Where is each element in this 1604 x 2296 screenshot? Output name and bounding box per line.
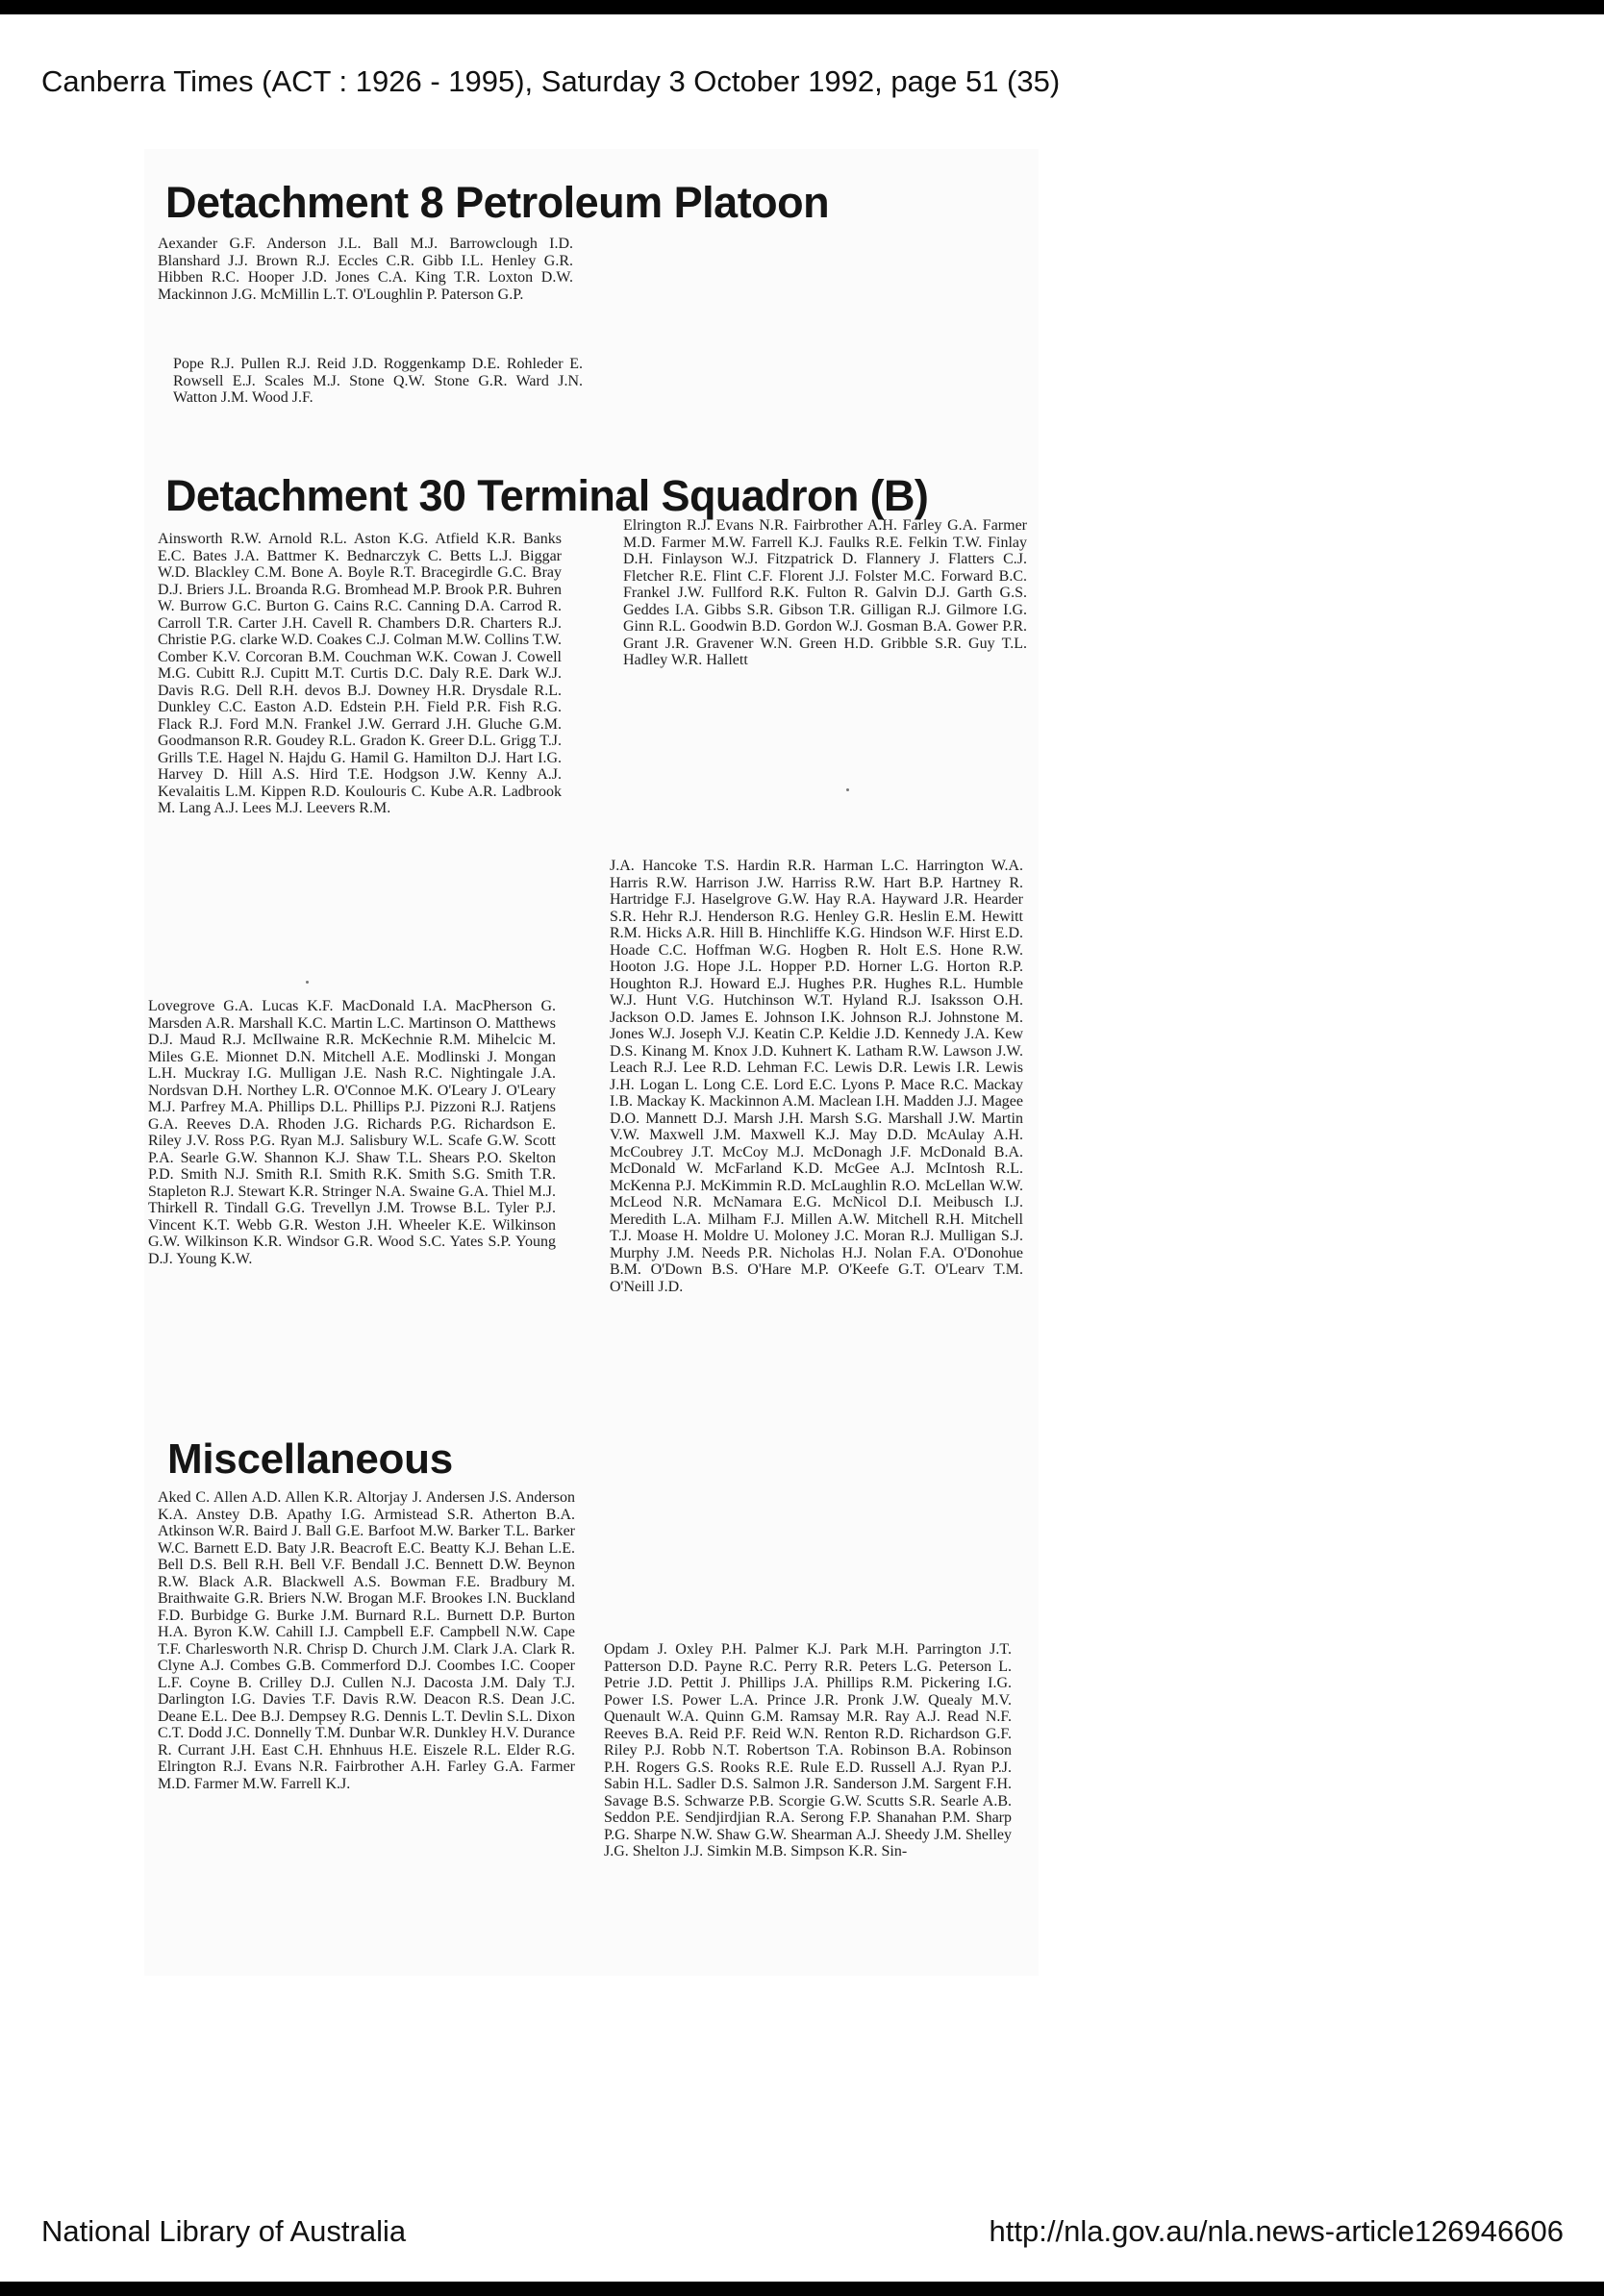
paragraph-detachment-30-part-4: Lovegrove G.A. Lucas K.F. MacDonald I.A. MacPherson G. Marsden A.R. Marshall K.C. Martin L.C. Martinson O. Matthews D.J. Maud R.J. McIlwaine R.R. McKechnie R.M. Mihelcic M. Miles G.E. Mionnet D.N. Mitchell A.E. Modlinski J. Mongan L.H. Muckray I.G. Mulligan J.E. Nash R.C. Nightingale J.A. Nordsvan D.H. Northey L.R. O'Connoe M.K. O'Leary J. O'Leary M.J. Parfrey M.A. Phillips D.L. Phillips P.J. Pizzoni R.J. Ratjens G.A. Reeves D.A. Rhoden J.G. Richards P.G. Richardson E. Riley J.V. Ross P.G. Ryan M.J. Salisbury W.L. Scafe G.W. Scott P.A. Searle G.W. Shannon K.J. Shaw T.L. Shears P.O. Skelton P.D. Smith N.J. Smith R.I. Smith R.K. Smith S.G. Smith T.R. Stapleton R.J. Stewart K.R. Stringer N.A. Swaine G.A. Thiel M.J. Thirkell R. Tindall G.G. Trevellyn J.M. Trowse B.L. Tyler P.J. Vincent K.T. Webb G.R. Weston J.H. Wheeler K.E. Wilkinson G.W. Wilkinson K.R. Windsor G.R. Wood S.C. Yates S.P. Young D.J. Young K.W.: [148, 998, 556, 1267]
section-heading-detachment-30: Detachment 30 Terminal Squadron (B): [165, 471, 929, 520]
paragraph-detachment-30-part-3: J.A. Hancoke T.S. Hardin R.R. Harman L.C. Harrington W.A. Harris R.W. Harrison J.W. Harriss R.W. Hart B.P. Hartney R. Hartridge F.J. Haselgrove G.W. Hay R.A. Hayward J.R. Hearder S.R. Hehr R.J. Henderson R.G. Henley G.R. Heslin E.M. Hewitt R.M. Hicks A.R. Hill B. Hinchliffe K.G. Hindson W.F. Hirst E.D. Hoade C.C. Hoffman W.G. Hogben R. Holt E.S. Hone R.W. Hooton J.G. Hope J.L. Hopper P.D. Horner L.G. Horton R.P. Houghton R.J. Howard E.J. Hughes P.R. Hughes R.L. Humble W.J. Hunt V.G. Hutchinson W.T. Hyland R.J. Isaksson O.H. Jackson O.D. James E. Johnson I.K. Johnson R.J. Johnstone M. Jones W.J. Joseph V.J. Keatin C.P. Keldie J.D. Kennedy J.A. Kew D.S. Kinang M. Knox J.D. Kuhnert K. Latham R.W. Lawson J.W. Leach R.J. Lee R.D. Lehman F.C. Lewis D.R. Lewis I.R. Lewis J.H. Logan L. Long C.E. Lord E.C. Lyons P. Mace R.C. Mackay I.B. Mackay K. Mackinnon A.M. Maclean I.H. Madden J.J. Magee D.O. Mannett D.J. Marsh J.H. Marsh S.G. Marshall J.W. Martin V.W. Maxwell J.M. Maxwell K.J. May D.D. McAulay A.H. McCoubrey J.T. McCoy M.J. McDonagh J.F. McDonald B.A. McDonald W. McFarland K.D. McGee A.J. McIntosh R.L. McKenna P.J. McKimmin R.D. McLaughlin R.O. McLellan W.W. McLeod N.R. McNamara E.G. McNicol D.I. Meibusch I.J. Meredith L.A. Milham F.J. Millen A.W. Mitchell R.H. Mitchell T.J. Moase H. Moldre U. Moloney J.C. Moran R.J. Mulligan S.J. Murphy J.M. Needs P.R. Nicholas H.J. Nolan F.A. O'Donohue B.M. O'Down B.S. O'Hare M.P. O'Keefe G.T. O'Learv T.M. O'Neill J.D.: [610, 858, 1023, 1295]
paragraph-miscellaneous-part-1: Aked C. Allen A.D. Allen K.R. Altorjay J. Andersen J.S. Anderson K.A. Anstey D.B. Apathy I.G. Armistead S.R. Atherton B.A. Atkinson W.R. Baird J. Ball G.E. Barfoot M.W. Barker T.L. Barker W.C. Barnett E.D. Baty J.R. Beacroft E.C. Beatty K.J. Behan L.E. Bell D.S. Bell R.H. Bell V.F. Bendall J.C. Bennett D.W. Beynon R.W. Black A.R. Blackwell A.S. Bowman F.E. Bradbury M. Braithwaite G.R. Briers N.W. Brogan M.F. Brookes I.N. Buckland F.D. Burbidge G. Burke J.M. Burnard R.L. Burnett D.P. Burton H.A. Byron K.W. Cahill I.J. Campbell E.F. Campbell N.W. Cape T.F. Charlesworth N.R. Chrisp D. Church J.M. Clark J.A. Clark R. Clyne A.J. Combes G.B. Commerford D.J. Coombes I.C. Cooper L.F. Coyne B. Crilley D.J. Cullen N.J. Dacosta J.M. Daly T.J. Darlington I.G. Davies T.F. Davis R.W. Deacon R.S. Dean J.C. Deane E.L. Dee B.J. Dempsey R.G. Dennis L.T. Devlin S.L. Dixon C.T. Dodd J.C. Donnelly T.M. Dunbar W.R. Dunkley H.V. Durance R. Currant J.H. East C.H. Ehnhuus H.E. Eiszele R.L. Elder R.G. Elrington R.J. Evans N.R. Fairbrother A.H. Farley G.A. Farmer M.D. Farmer M.W. Farrell K.J.: [158, 1489, 575, 1792]
document-page: [0, 14, 1604, 2282]
article-url[interactable]: http://nla.gov.au/nla.news-article126946606: [989, 2214, 1564, 2248]
paragraph-miscellaneous-part-2: Opdam J. Oxley P.H. Palmer K.J. Park M.H. Parrington J.T. Patterson D.D. Payne R.C. Perry R.R. Peters L.G. Peterson L. Petrie J.D. Pettit J. Phillips J.A. Phillips R.M. Pickering I.G. Power I.S. Power L.A. Prince J.R. Pronk J.W. Quealy M.V. Quenault W.A. Quinn G.M. Ramsay M.R. Ray A.J. Read N.F. Reeves B.A. Reid P.F. Reid W.N. Renton R.D. Richardson G.F. Riley P.J. Robb N.T. Robertson T.A. Robinson B.A. Robinson P.H. Rogers G.S. Rooks R.E. Rule E.D. Russell A.J. Ryan P.J. Sabin H.L. Sadler D.S. Salmon J.R. Sanderson J.M. Sargent F.H. Savage B.S. Schwarze P.B. Scorgie G.W. Scutts S.R. Searle A.B. Seddon P.E. Sendjirdjian R.A. Serong F.P. Shanahan P.M. Sharp P.G. Sharpe N.W. Shaw G.W. Shearman A.J. Sheedy J.M. Shelley J.G. Shelton J.J. Simkin M.B. Simpson K.R. Sin-: [604, 1641, 1012, 1859]
newspaper-clipping: [144, 149, 1039, 1976]
paragraph-detachment-30-part-2: Elrington R.J. Evans N.R. Fairbrother A.H. Farley G.A. Farmer M.D. Farmer M.W. Farrell K.J. Faulks R.E. Felkin T.W. Finlay D.H. Finlayson W.J. Fitzpatrick D. Flannery J. Flatters C.J. Fletcher R.E. Flint C.F. Florent J.J. Folster M.C. Forward B.C. Frankel J.W. Fullford R.K. Fulton R. Galvin D.J. Garth G.S. Geddes I.A. Gibbs S.R. Gibson T.R. Gilligan R.J. Gilmore I.G. Ginn R.L. Goodwin B.D. Gordon W.J. Gosman B.A. Gower P.R. Grant J.R. Gravener W.N. Green H.D. Gribble S.R. Guy T.L. Hadley W.R. Hallett: [623, 517, 1027, 668]
citation-header: Canberra Times (ACT : 1926 - 1995), Saturday 3 October 1992, page 51 (35): [41, 64, 1061, 98]
section-heading-detachment-8: Detachment 8 Petroleum Platoon: [165, 178, 830, 227]
section-heading-miscellaneous: Miscellaneous: [167, 1435, 453, 1483]
source-footer: National Library of Australia: [41, 2214, 407, 2248]
paragraph-detachment-8-part-2: Pope R.J. Pullen R.J. Reid J.D. Roggenkamp D.E. Rohleder E. Rowsell E.J. Scales M.J. Stone Q.W. Stone G.R. Ward J.N. Watton J.M. Wood J.F.: [173, 356, 583, 406]
paragraph-detachment-30-part-1: Ainsworth R.W. Arnold R.L. Aston K.G. Atfield K.R. Banks E.C. Bates J.A. Battmer K. Bednarczyk C. Betts L.J. Biggar W.D. Blackley C.M. Bone A. Boyle R.T. Bracegirdle G.C. Bray D.J. Briers J.L. Broanda R.G. Bromhead M.P. Brook P.R. Buhren W. Burrow G.C. Burton G. Cains R.C. Canning D.A. Carrod R. Carroll T.R. Carter J.H. Cavell R. Chambers D.R. Charters R.J. Christie P.G. clarke W.D. Coakes C.J. Colman M.W. Collins T.W. Comber K.V. Corcoran B.M. Couchman W.K. Cowan J. Cowell M.G. Cubitt R.J. Cupitt M.T. Curtis D.C. Daly R.E. Dark W.J. Davis R.G. Dell R.H. devos B.J. Downey H.R. Drysdale R.L. Dunkley C.C. Easton A.D. Edstein P.H. Field P.R. Fish R.G. Flack R.J. Ford M.N. Frankel J.W. Gerrard J.H. Gluche G.M. Goodmanson R.R. Goudey R.L. Gradon K. Greer D.L. Grigg T.J. Grills T.E. Hagel N. Hajdu G. Hamil G. Hamilton D.J. Hart I.G. Harvey D. Hill A.S. Hird T.E. Hodgson J.W. Kenny A.J. Kevalaitis L.M. Kippen R.D. Koulouris C. Kube A.R. Ladbrook M. Lang A.J. Lees M.J. Leevers R.M.: [158, 531, 562, 816]
separator-dot: [846, 788, 849, 791]
paragraph-detachment-8-part-1: Aexander G.F. Anderson J.L. Ball M.J. Barrowclough I.D. Blanshard J.J. Brown R.J. Eccles C.R. Gibb I.L. Henley G.R. Hibben R.C. Hooper J.D. Jones C.A. King T.R. Loxton D.W. Mackinnon J.G. McMillin L.T. O'Loughlin P. Paterson G.P.: [158, 236, 573, 303]
separator-dot: [306, 981, 309, 984]
